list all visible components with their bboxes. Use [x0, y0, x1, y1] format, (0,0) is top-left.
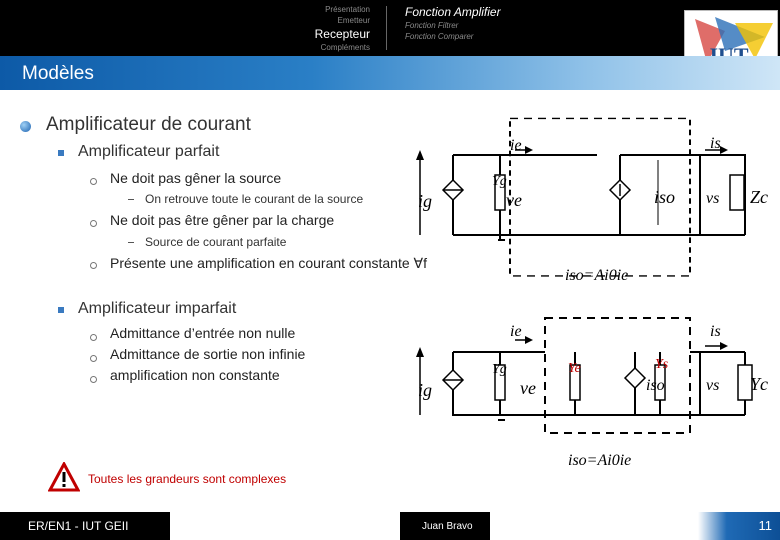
label-yg: Yg	[492, 174, 507, 189]
banner-title: Modèles	[22, 63, 94, 84]
circle-bullet-icon	[90, 334, 97, 341]
section1-item-2: Ne doit pas être gêner par la charge	[110, 212, 335, 228]
label-ie: ie	[510, 137, 522, 154]
label-ig: ig	[418, 191, 433, 211]
top-navigation-bar	[0, 0, 780, 56]
circle-bullet-icon	[90, 178, 97, 185]
circle-bullet-icon	[90, 355, 97, 362]
label-ig: ig	[418, 380, 433, 400]
section2-item-2: Admittance de sortie non infinie	[110, 346, 306, 362]
dash-bullet-icon	[128, 199, 134, 200]
nav-item-recepteur[interactable]: Recepteur	[314, 27, 370, 41]
footer-page-number	[698, 512, 780, 540]
label-yg: Yg	[492, 362, 507, 377]
footer-course-text: ER/EN1 - IUT GEII	[28, 519, 129, 533]
label-ys: Ys	[655, 357, 669, 372]
section1-subitem-1: On retrouve toute le courant de la source	[145, 192, 364, 206]
section2-item-1: Admittance d’entrée non nulle	[110, 325, 296, 341]
footer-author-label	[400, 512, 490, 540]
label-is: is	[710, 323, 721, 340]
nav-item-fonction-filtrer[interactable]: Fonction Filtrer	[405, 21, 459, 30]
nav-item-presentation[interactable]: Présentation	[325, 5, 370, 14]
equation-imparfait: iso=Ai0ie	[568, 452, 632, 469]
section2-heading: Amplificateur imparfait	[78, 300, 237, 317]
label-ve: ve	[506, 190, 522, 210]
label-zc: Zc	[750, 187, 768, 207]
section1-item-3: Présente une amplification en courant constante ∀f	[110, 255, 427, 271]
label-is: is	[710, 135, 721, 152]
page-number-text: 11	[758, 518, 772, 533]
label-ve: ve	[520, 378, 536, 398]
dash-bullet-icon	[128, 242, 134, 243]
warning-icon	[48, 462, 80, 492]
nav-item-emetteur[interactable]: Emetteur	[337, 16, 370, 25]
label-yc: Yc	[750, 374, 768, 394]
section2-item-3: amplification non constante	[110, 367, 280, 383]
nav-item-fonction-amplifier[interactable]: Fonction Amplifier	[405, 5, 501, 19]
label-ie: ie	[510, 323, 522, 340]
circuit-diagram-parfait	[400, 110, 780, 290]
label-iso: iso	[654, 187, 676, 207]
circuit-diagram-imparfait	[400, 310, 780, 480]
nav-left-menu	[250, 4, 370, 53]
footer-author-text: Juan Bravo	[422, 521, 473, 532]
section1-item-1: Ne doit pas gêner la source	[110, 170, 282, 186]
equation-parfait: iso=Ai0ie	[565, 267, 629, 284]
section1-heading: Amplificateur parfait	[78, 143, 220, 160]
label-vs: vs	[706, 377, 720, 394]
label-iso: iso	[646, 377, 665, 394]
circle-bullet-icon	[90, 262, 97, 269]
circle-bullet-icon	[90, 220, 97, 227]
circle-bullet-icon	[90, 376, 97, 383]
nav-item-complements[interactable]: Compléments	[320, 43, 370, 52]
square-bullet-icon	[58, 150, 64, 156]
footer-course-label	[0, 512, 170, 540]
nav-item-fonction-comparer[interactable]: Fonction Comparer	[405, 32, 474, 41]
warning-text: Toutes les grandeurs sont complexes	[88, 472, 287, 486]
nav-right-menu	[405, 4, 501, 42]
bullet-icon	[20, 121, 31, 132]
section1-subitem-2: Source de courant parfaite	[145, 235, 287, 249]
square-bullet-icon	[58, 307, 64, 313]
label-ye: Ye	[568, 361, 581, 376]
slide-title: Amplificateur de courant	[46, 114, 251, 135]
section-banner	[0, 56, 780, 90]
nav-divider	[386, 6, 387, 50]
label-vs: vs	[706, 190, 720, 207]
